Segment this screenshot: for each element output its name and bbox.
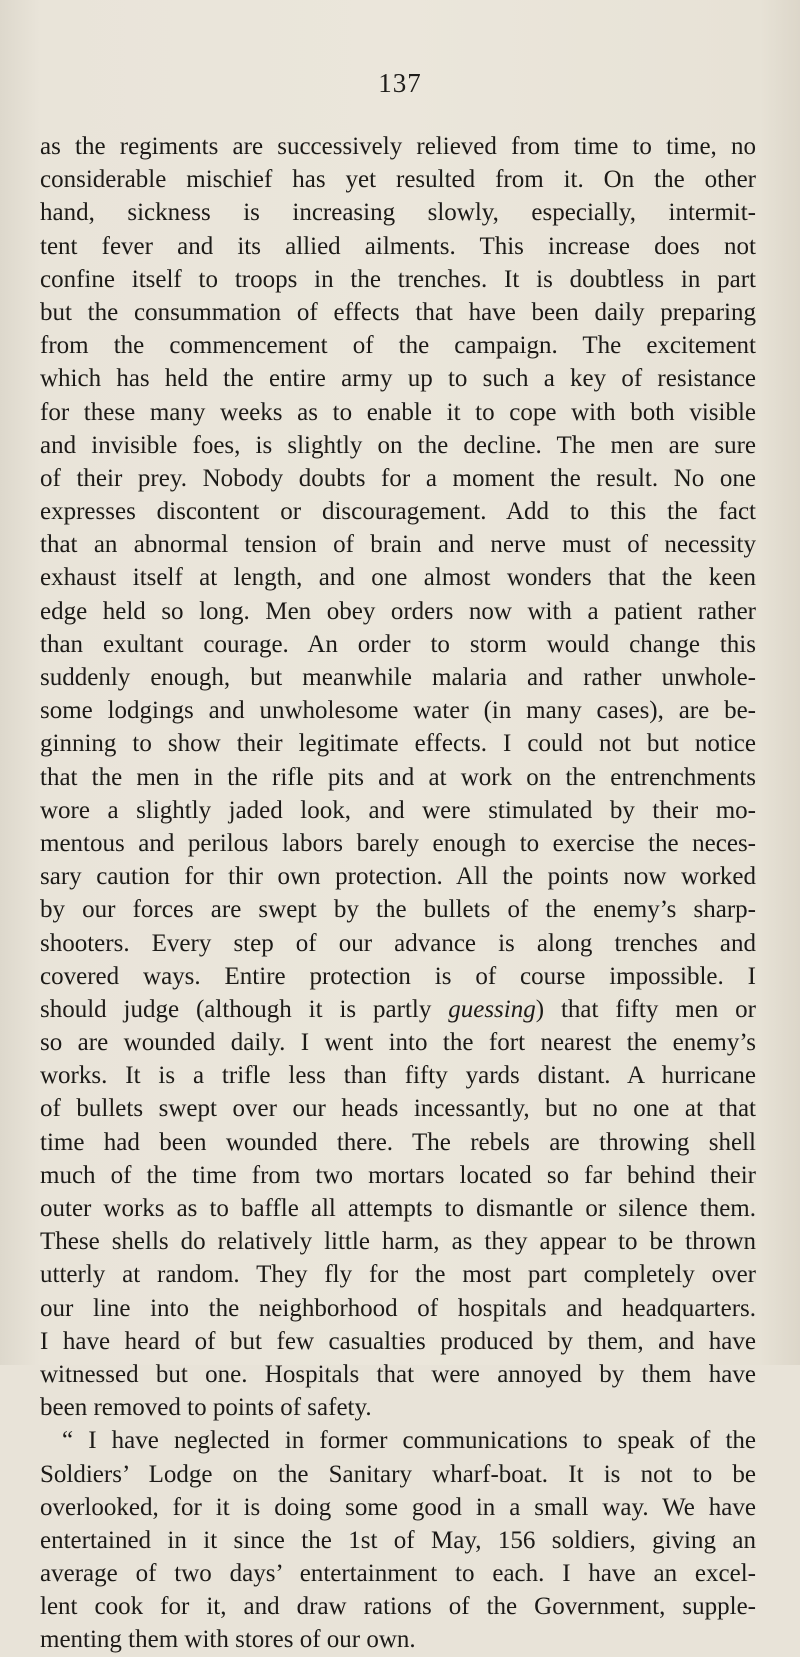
- text-line: covered ways. Entire protection is of course impossible. I: [40, 962, 756, 990]
- italic-text: guessing: [448, 995, 536, 1023]
- text-line: that an abnormal tension of brain and nerve must of necessity: [40, 531, 756, 559]
- text-line: expresses discontent or discouragement. Add to this the fact: [40, 498, 756, 526]
- text-line: lent cook for it, and draw rations of the Government, supple-: [40, 1593, 756, 1621]
- text-line: shooters. Every step of our advance is along trenches and: [40, 929, 756, 957]
- text-line: which has held the entire army up to such a key of resistance: [40, 365, 756, 393]
- text-line: that the men in the rifle pits and at work on the entrenchments: [40, 763, 756, 791]
- text-line: exhaust itself at length, and one almost wonders that the keen: [40, 564, 756, 592]
- text-line: I have heard of but few casualties produced by them, and have: [40, 1327, 756, 1355]
- page-number: 137: [378, 68, 422, 98]
- body-text: [40, 130, 756, 1657]
- text-line: much of the time from two mortars located so far behind their: [40, 1161, 756, 1189]
- text-line: been removed to points of safety.: [40, 1394, 372, 1422]
- text-segment: ) that fifty men or: [535, 995, 756, 1023]
- text-line: so are wounded daily. I went into the fort nearest the enemy’s: [40, 1029, 756, 1057]
- text-line: average of two days’ entertainment to each. I have an excel-: [40, 1560, 756, 1588]
- text-line: of bullets swept over our heads incessantly, but no one at that: [40, 1095, 756, 1123]
- text-line: wore a slightly jaded look, and were stimulated by their mo-: [40, 796, 756, 824]
- text-line: outer works as to baffle all attempts to dismantle or silence them.: [40, 1195, 756, 1222]
- text-line: utterly at random. They fly for the most part completely over: [40, 1261, 756, 1289]
- text-line: than exultant courage. An order to storm would change this: [40, 630, 756, 658]
- text-line: from the commencement of the campaign. The excitement: [40, 332, 756, 360]
- text-line: our line into the neighborhood of hospitals and headquarters.: [40, 1294, 756, 1322]
- text-line: These shells do relatively little harm, as they appear to be thrown: [40, 1228, 756, 1256]
- text-line: confine itself to troops in the trenches. It is doubtless in part: [40, 265, 756, 293]
- text-segment: should judge (although it is partly: [40, 995, 432, 1023]
- text-line: mentous and perilous labors barely enough to exercise the neces-: [40, 829, 756, 857]
- text-line: of their prey. Nobody doubts for a moment the result. No one: [40, 464, 756, 492]
- text-line: Soldiers’ Lodge on the Sanitary wharf-boat. It is not to be: [40, 1460, 756, 1488]
- text-line: sary caution for thir own protection. All the points now worked: [40, 863, 756, 891]
- text-line: witnessed but one. Hospitals that were annoyed by them have: [40, 1360, 756, 1388]
- text-line: works. It is a trifle less than fifty yards distant. A hurricane: [40, 1062, 756, 1090]
- text-line: but the consummation of effects that have been daily preparing: [40, 298, 756, 326]
- text-line: as the regiments are successively relieved from time to time, no: [40, 133, 756, 160]
- text-line: “ I have neglected in former communications to speak of the: [62, 1427, 756, 1455]
- text-line: overlooked, for it is doing some good in a small way. We have: [40, 1493, 756, 1521]
- text-line: entertained in it since the 1st of May, 156 soldiers, giving an: [40, 1526, 756, 1554]
- text-line: hand, sickness is increasing slowly, especially, intermit-: [40, 199, 756, 227]
- text-line: tent fever and its allied ailments. This increase does not: [40, 232, 756, 260]
- text-line: ginning to show their legitimate effects. I could not but notice: [40, 730, 756, 758]
- text-line: considerable mischief has yet resulted from it. On the other: [40, 166, 756, 194]
- text-line: some lodgings and unwholesome water (in many cases), are be-: [40, 697, 756, 725]
- text-line: time had been wounded there. The rebels are throwing shell: [40, 1128, 756, 1156]
- text-line: menting them with stores of our own.: [40, 1626, 416, 1654]
- text-line: suddenly enough, but meanwhile malaria and rather unwhole-: [40, 664, 756, 691]
- text-line: and invisible foes, is slightly on the decline. The men are sure: [40, 431, 756, 459]
- text-line: edge held so long. Men obey orders now with a patient rather: [40, 597, 756, 625]
- text-line: by our forces are swept by the bullets of the enemy’s sharp-: [40, 896, 756, 924]
- text-line: for these many weeks as to enable it to cope with both visible: [40, 398, 756, 426]
- text-line-with-italic: [40, 993, 756, 1026]
